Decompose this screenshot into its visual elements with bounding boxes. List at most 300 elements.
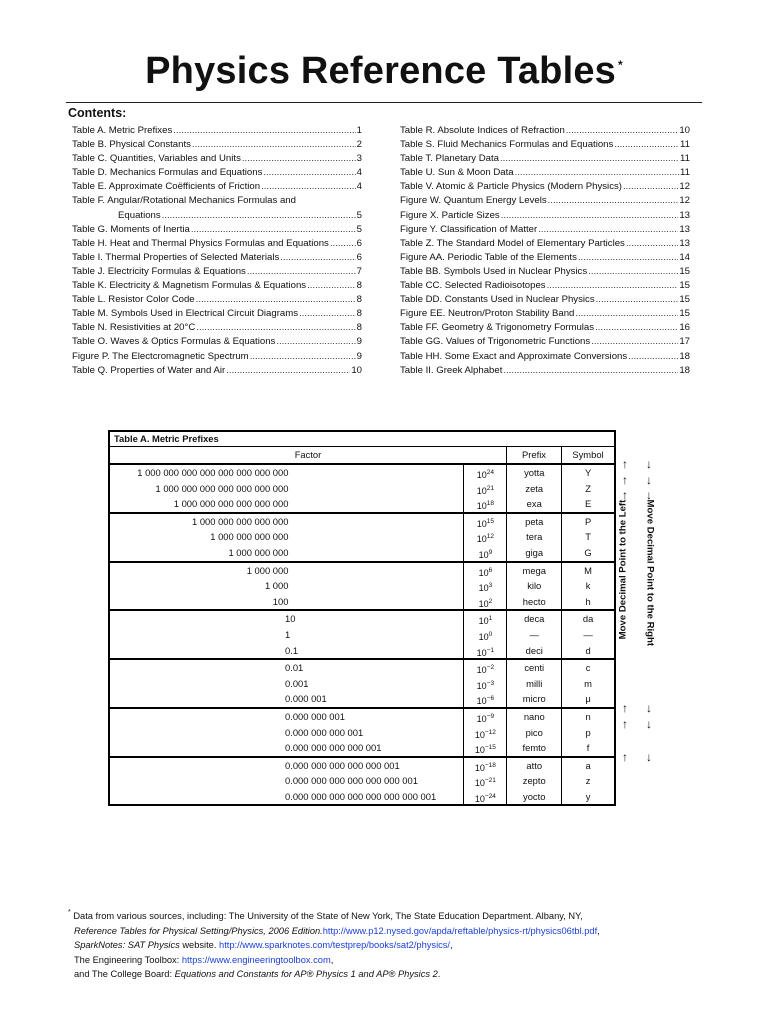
toc-item[interactable] bbox=[72, 209, 362, 223]
move-decimal-left-label: Move Decimal Point to the Left bbox=[617, 499, 629, 640]
factor-value: 0.000 000 000 000 001 bbox=[285, 742, 382, 754]
power-exponent: −24 bbox=[484, 792, 496, 800]
toc-dot-leader bbox=[547, 279, 679, 293]
arrow-down-icon: ↓ bbox=[646, 488, 652, 503]
symbol-cell: y bbox=[561, 789, 614, 805]
toc-item[interactable] bbox=[400, 124, 690, 138]
power-of-ten bbox=[463, 578, 506, 594]
toc-item[interactable] bbox=[72, 293, 362, 307]
toc-dot-leader bbox=[226, 364, 350, 378]
footnote-source-title: SparkNotes: SAT Physics bbox=[74, 940, 180, 951]
symbol-cell: M bbox=[561, 563, 614, 579]
symbol-cell: Z bbox=[561, 481, 614, 497]
page-title bbox=[0, 50, 768, 93]
toc-item[interactable] bbox=[400, 364, 690, 378]
power-of-ten bbox=[463, 514, 506, 530]
toc-item[interactable] bbox=[72, 180, 362, 194]
toc-item-label: Table II. Greek Alphabet bbox=[400, 364, 503, 376]
toc-item[interactable] bbox=[400, 251, 690, 265]
table-body bbox=[110, 465, 614, 804]
power-of-ten bbox=[463, 660, 506, 676]
power-of-ten bbox=[463, 545, 506, 561]
power-base: 10 bbox=[476, 534, 487, 545]
toc-item-label: Table N. Resistivities at 20°C bbox=[72, 322, 196, 334]
table-row bbox=[110, 758, 614, 774]
table-row bbox=[110, 465, 614, 481]
power-base: 10 bbox=[478, 549, 489, 560]
toc-item-label: Figure Y. Classification of Matter bbox=[400, 223, 538, 235]
prefix-cell: zepto bbox=[506, 773, 561, 789]
table-row bbox=[110, 594, 614, 610]
toc-item[interactable] bbox=[400, 237, 690, 251]
factor-value: 1 bbox=[285, 628, 291, 640]
toc-item-label: Table B. Physical Constants bbox=[72, 139, 191, 151]
power-of-ten bbox=[463, 725, 506, 741]
table-header-row bbox=[110, 447, 614, 465]
table-row-group bbox=[110, 611, 614, 660]
symbol-cell: f bbox=[561, 740, 614, 756]
power-exponent: 12 bbox=[486, 533, 495, 541]
toc-item-label: Table A. Metric Prefixes bbox=[72, 125, 173, 136]
power-of-ten bbox=[463, 563, 506, 579]
toc-page-number: 12 bbox=[679, 181, 690, 193]
toc-page-number: 5 bbox=[356, 223, 362, 235]
toc-page-number: 8 bbox=[356, 308, 362, 320]
symbol-cell: μ bbox=[561, 691, 614, 707]
table-row bbox=[110, 709, 614, 725]
prefix-cell: — bbox=[506, 627, 561, 643]
power-exponent: 6 bbox=[488, 566, 493, 574]
toc-item[interactable] bbox=[72, 307, 362, 321]
footnote-text: website. bbox=[179, 940, 220, 951]
symbol-cell: a bbox=[561, 758, 614, 774]
factor-value: 0.000 000 000 000 000 000 001 bbox=[285, 775, 418, 787]
factor-value: 0.000 000 000 000 000 000 000 001 bbox=[285, 790, 437, 802]
power-of-ten bbox=[463, 496, 506, 512]
toc-item[interactable] bbox=[72, 279, 362, 293]
toc-page-number: 15 bbox=[679, 294, 690, 306]
toc-page-number: 8 bbox=[356, 294, 362, 306]
footnote-punct: , bbox=[597, 925, 600, 936]
toc-dot-leader bbox=[515, 166, 679, 180]
toc-dot-leader bbox=[500, 152, 679, 166]
footnote-link[interactable]: http://www.p12.nysed.gov/apda/reftable/physics-rt/physics06tbl.pdf bbox=[322, 925, 598, 936]
power-of-ten bbox=[463, 481, 506, 497]
toc-page-number: 13 bbox=[679, 209, 690, 221]
toc-item[interactable] bbox=[400, 350, 690, 364]
toc-dot-leader bbox=[330, 237, 356, 251]
power-base: 10 bbox=[476, 696, 487, 707]
toc-dot-leader bbox=[261, 180, 356, 194]
toc-page-number: 17 bbox=[679, 336, 690, 348]
prefix-cell: yotta bbox=[506, 465, 561, 481]
toc-item-label: Table HH. Some Exact and Approximate Conversions bbox=[400, 350, 628, 362]
arrow-down-icon: ↓ bbox=[646, 472, 652, 487]
symbol-cell: z bbox=[561, 773, 614, 789]
toc-dot-leader bbox=[614, 138, 679, 152]
footnote-punct: , bbox=[330, 954, 334, 965]
toc-right-column bbox=[400, 124, 690, 378]
toc-page-number: 6 bbox=[356, 251, 362, 263]
power-of-ten bbox=[463, 740, 506, 756]
toc-dot-leader bbox=[628, 350, 678, 364]
power-exponent: 15 bbox=[486, 517, 495, 525]
toc-page-number: 18 bbox=[679, 350, 690, 362]
table-row-group bbox=[110, 514, 614, 563]
toc-dot-leader bbox=[162, 209, 356, 223]
table-row-group bbox=[110, 465, 614, 514]
power-exponent: −15 bbox=[484, 744, 496, 752]
toc-item-label: Table C. Quantities, Variables and Units bbox=[72, 153, 241, 165]
arrow-up-icon: ↑ bbox=[622, 749, 628, 764]
power-exponent: −3 bbox=[486, 679, 495, 687]
footnote-text: The Engineering Toolbox: bbox=[74, 954, 182, 965]
toc-item[interactable] bbox=[400, 279, 690, 293]
prefix-cell: deci bbox=[506, 643, 561, 659]
toc-item-label: Table H. Heat and Thermal Physics Formulas and Equations bbox=[72, 237, 329, 249]
power-base: 10 bbox=[476, 518, 487, 529]
toc-item-label: Table M. Symbols Used in Electrical Circuit Diagrams bbox=[72, 308, 299, 320]
toc-page-number: 7 bbox=[356, 265, 362, 277]
power-of-ten bbox=[463, 465, 506, 481]
toc-item-label: Table S. Fluid Mechanics Formulas and Equations bbox=[400, 139, 614, 151]
table-row bbox=[110, 660, 614, 676]
toc-item-label: Table O. Waves & Optics Formulas & Equations bbox=[72, 336, 276, 348]
prefix-cell: deca bbox=[506, 611, 561, 627]
toc-page-number: 9 bbox=[356, 350, 362, 362]
toc-dot-leader bbox=[591, 335, 678, 349]
power-exponent: 1 bbox=[488, 615, 493, 623]
symbol-cell: da bbox=[561, 611, 614, 627]
toc-page-number: 4 bbox=[356, 181, 362, 193]
toc-item-label: Table U. Sun & Moon Data bbox=[400, 167, 514, 179]
factor-value: 1 000 000 000 000 000 000 bbox=[173, 498, 289, 510]
toc-page-number: 10 bbox=[351, 364, 362, 376]
toc-item-label: Table Q. Properties of Water and Air bbox=[72, 364, 226, 376]
factor-value: 1 000 000 bbox=[246, 564, 289, 576]
toc-item[interactable] bbox=[72, 251, 362, 265]
toc-page-number: 4 bbox=[356, 167, 362, 179]
table-row bbox=[110, 789, 614, 805]
power-of-ten bbox=[463, 691, 506, 707]
prefix-cell: tera bbox=[506, 529, 561, 545]
toc-page-number: 8 bbox=[356, 280, 362, 292]
toc-item[interactable] bbox=[72, 265, 362, 279]
arrow-down-icon: ↓ bbox=[646, 716, 652, 731]
arrow-up-icon: ↑ bbox=[622, 472, 628, 487]
power-of-ten bbox=[463, 709, 506, 725]
table-caption: Table A. Metric Prefixes bbox=[110, 432, 614, 447]
toc-item-label: Table FF. Geometry & Trigonometry Formulas bbox=[400, 322, 595, 334]
power-of-ten bbox=[463, 789, 506, 805]
table-row bbox=[110, 481, 614, 497]
power-exponent: 3 bbox=[488, 582, 493, 590]
toc-item-label: Equations bbox=[118, 209, 161, 221]
toc-item[interactable] bbox=[72, 152, 362, 166]
factor-value: 1 000 000 000 000 000 000 000 000 bbox=[137, 467, 289, 478]
toc-item-label: Table D. Mechanics Formulas and Equations bbox=[72, 167, 263, 179]
table-row-group bbox=[110, 563, 614, 612]
table-row bbox=[110, 725, 614, 741]
toc-item[interactable] bbox=[400, 321, 690, 335]
power-exponent: −18 bbox=[484, 761, 496, 769]
arrow-down-icon: ↓ bbox=[646, 457, 652, 471]
symbol-cell: Y bbox=[561, 465, 614, 481]
toc-item-label: Figure W. Quantum Energy Levels bbox=[400, 195, 547, 207]
toc-dot-leader bbox=[626, 237, 678, 251]
factor-value: 10 bbox=[285, 613, 296, 625]
factor-value: 1 000 bbox=[264, 580, 289, 592]
symbol-cell: p bbox=[561, 725, 614, 741]
toc-item-label: Table I. Thermal Properties of Selected Materials bbox=[72, 251, 280, 263]
power-of-ten bbox=[463, 611, 506, 627]
toc-left-column bbox=[72, 124, 362, 378]
power-exponent: −6 bbox=[486, 695, 495, 703]
symbol-cell: G bbox=[561, 545, 614, 561]
power-exponent: 24 bbox=[486, 469, 495, 476]
contents-heading: Contents: bbox=[68, 106, 127, 120]
toc-item-label: Table J. Electricity Formulas & Equations bbox=[72, 265, 246, 277]
table-row bbox=[110, 514, 614, 530]
power-base: 10 bbox=[476, 501, 487, 512]
toc-page-number: 12 bbox=[679, 195, 690, 207]
table-row bbox=[110, 740, 614, 756]
table-row-group bbox=[110, 758, 614, 805]
toc-item[interactable] bbox=[72, 138, 362, 152]
prefix-cell: pico bbox=[506, 725, 561, 741]
toc-item[interactable] bbox=[400, 152, 690, 166]
table-row bbox=[110, 545, 614, 561]
power-base: 10 bbox=[478, 598, 489, 609]
toc-page-number: 18 bbox=[679, 364, 690, 376]
power-of-ten bbox=[463, 643, 506, 659]
toc-page-number: 13 bbox=[679, 237, 690, 249]
toc-item[interactable] bbox=[400, 307, 690, 321]
power-base: 10 bbox=[478, 631, 489, 642]
table-row bbox=[110, 691, 614, 707]
symbol-cell: P bbox=[561, 514, 614, 530]
power-exponent: 0 bbox=[488, 630, 493, 638]
factor-value: 0.000 000 001 bbox=[285, 710, 345, 722]
table-row bbox=[110, 773, 614, 789]
toc-dot-leader bbox=[299, 307, 356, 321]
toc-page-number: 15 bbox=[679, 280, 690, 292]
toc-item[interactable] bbox=[400, 194, 690, 208]
prefix-cell: hecto bbox=[506, 594, 561, 610]
metric-prefixes-table bbox=[108, 430, 616, 806]
prefix-cell: centi bbox=[506, 660, 561, 676]
title-divider bbox=[66, 102, 702, 103]
factor-value: 0.000 000 000 000 000 001 bbox=[285, 759, 400, 771]
toc-item[interactable] bbox=[72, 166, 362, 180]
power-of-ten bbox=[463, 529, 506, 545]
power-of-ten bbox=[463, 594, 506, 610]
footnote-source-title: Reference Tables for Physical Setting/Physics, 2006 Edition. bbox=[74, 925, 323, 936]
table-row bbox=[110, 496, 614, 512]
toc-item[interactable] bbox=[400, 166, 690, 180]
power-exponent: 2 bbox=[488, 597, 493, 605]
power-of-ten bbox=[463, 676, 506, 692]
toc-dot-leader bbox=[191, 223, 356, 237]
symbol-cell: d bbox=[561, 643, 614, 659]
symbol-cell: T bbox=[561, 529, 614, 545]
table-row bbox=[110, 529, 614, 545]
footnote-line bbox=[68, 967, 728, 982]
toc-item-label: Figure AA. Periodic Table of the Elements bbox=[400, 251, 577, 263]
toc-item[interactable] bbox=[400, 223, 690, 237]
title-footnote-mark: * bbox=[618, 58, 623, 72]
toc-item-label: Figure X. Particle Sizes bbox=[400, 209, 500, 221]
prefix-cell: zeta bbox=[506, 481, 561, 497]
symbol-cell: m bbox=[561, 676, 614, 692]
toc-item[interactable] bbox=[400, 335, 690, 349]
toc-page-number: 15 bbox=[679, 308, 690, 320]
toc-dot-leader bbox=[307, 279, 356, 293]
toc-page-number: 11 bbox=[680, 139, 690, 151]
toc-page-number: 9 bbox=[356, 336, 362, 348]
power-base: 10 bbox=[476, 680, 487, 691]
toc-page-number: 13 bbox=[679, 223, 690, 235]
footnote-mark: * bbox=[68, 909, 71, 916]
table-row bbox=[110, 676, 614, 692]
factor-value: 0.000 001 bbox=[285, 693, 327, 705]
prefix-cell: milli bbox=[506, 676, 561, 692]
toc-dot-leader bbox=[503, 364, 678, 378]
prefix-cell: nano bbox=[506, 709, 561, 725]
toc-item-label: Table R. Absolute Indices of Refraction bbox=[400, 125, 565, 136]
toc-dot-leader bbox=[280, 251, 355, 265]
power-base: 10 bbox=[478, 616, 489, 627]
toc-item[interactable] bbox=[72, 223, 362, 237]
prefix-cell: mega bbox=[506, 563, 561, 579]
toc-item[interactable] bbox=[400, 265, 690, 279]
arrow-up-icon: ↑ bbox=[622, 457, 628, 471]
toc-item[interactable] bbox=[72, 364, 362, 378]
toc-item[interactable] bbox=[400, 293, 690, 307]
toc-dot-leader bbox=[588, 265, 678, 279]
toc-item[interactable] bbox=[72, 124, 362, 138]
power-base: 10 bbox=[474, 778, 485, 789]
toc-item-label: Table CC. Selected Radioisotopes bbox=[400, 280, 546, 292]
toc-item[interactable] bbox=[400, 138, 690, 152]
arrow-up-icon: ↑ bbox=[622, 488, 628, 503]
prefix-cell: exa bbox=[506, 496, 561, 512]
factor-value: 1 000 000 000 000 000 000 000 bbox=[155, 482, 289, 494]
symbol-cell: h bbox=[561, 594, 614, 610]
toc-item[interactable] bbox=[400, 180, 690, 194]
table-row bbox=[110, 611, 614, 627]
toc-item-label: Table Z. The Standard Model of Elementary Particles bbox=[400, 237, 625, 249]
power-base: 10 bbox=[474, 729, 485, 740]
power-exponent: 9 bbox=[488, 548, 493, 556]
toc-item[interactable] bbox=[72, 350, 362, 364]
power-base: 10 bbox=[476, 485, 487, 496]
table-row bbox=[110, 627, 614, 643]
power-base: 10 bbox=[474, 793, 485, 804]
toc-item[interactable] bbox=[72, 194, 362, 208]
prefix-cell: micro bbox=[506, 691, 561, 707]
footnote-line bbox=[68, 924, 728, 939]
power-base: 10 bbox=[474, 762, 485, 773]
power-base: 10 bbox=[476, 665, 487, 676]
power-base: 10 bbox=[478, 567, 489, 578]
footnote-punct: . bbox=[437, 969, 441, 980]
header-prefix: Prefix bbox=[506, 447, 561, 463]
toc-page-number: 15 bbox=[679, 265, 690, 277]
footnote-line bbox=[68, 953, 728, 968]
footnote-punct: , bbox=[450, 940, 453, 951]
toc-item[interactable] bbox=[72, 237, 362, 251]
factor-value: 0.001 bbox=[285, 677, 309, 689]
footnote-line bbox=[68, 938, 728, 953]
toc-dot-leader bbox=[538, 223, 678, 237]
toc-dot-leader bbox=[596, 293, 679, 307]
power-exponent: 21 bbox=[486, 484, 495, 492]
footnote-source-title: Equations and Constants for AP® Physics 1 and AP® Physics 2 bbox=[174, 969, 438, 980]
toc-item-label: Table E. Approximate Coëfficients of Friction bbox=[72, 181, 261, 193]
toc-item-label: Table DD. Constants Used in Nuclear Physics bbox=[400, 294, 595, 306]
factor-value: 100 bbox=[272, 595, 289, 607]
power-exponent: −1 bbox=[486, 646, 495, 654]
power-exponent: −9 bbox=[486, 712, 495, 720]
power-of-ten bbox=[463, 627, 506, 643]
toc-page-number: 5 bbox=[356, 209, 362, 221]
header-factor: Factor bbox=[294, 449, 322, 460]
header-symbol: Symbol bbox=[561, 447, 614, 463]
toc-dot-leader bbox=[501, 209, 679, 223]
footnote-text: and The College Board: bbox=[74, 969, 175, 980]
factor-value: 0.000 000 000 001 bbox=[285, 726, 364, 738]
factor-value: 1 000 000 000 000 bbox=[210, 531, 289, 543]
table-row-group bbox=[110, 709, 614, 758]
arrow-down-icon: ↓ bbox=[646, 749, 652, 764]
symbol-cell: E bbox=[561, 496, 614, 512]
toc-dot-leader bbox=[263, 166, 355, 180]
prefix-cell: atto bbox=[506, 758, 561, 774]
toc-dot-leader bbox=[250, 350, 356, 364]
arrow-up-icon: ↑ bbox=[622, 716, 628, 731]
factor-value: 0.01 bbox=[285, 662, 304, 674]
power-exponent: −12 bbox=[484, 728, 496, 736]
footnote-link[interactable]: http://www.sparknotes.com/testprep/books/sat2/physics/ bbox=[219, 940, 451, 951]
decimal-arrows bbox=[615, 457, 665, 780]
power-of-ten bbox=[463, 773, 506, 789]
footnote-link[interactable]: https://www.engineeringtoolbox.com bbox=[181, 954, 331, 965]
toc-item[interactable] bbox=[72, 335, 362, 349]
toc-item[interactable] bbox=[72, 321, 362, 335]
toc-item[interactable] bbox=[400, 209, 690, 223]
toc-page-number: 14 bbox=[679, 251, 690, 263]
toc-dot-leader bbox=[196, 321, 355, 335]
toc-item-label: Table T. Planetary Data bbox=[400, 153, 500, 165]
power-base: 10 bbox=[474, 745, 485, 756]
toc-page-number: 16 bbox=[679, 322, 690, 334]
table-row bbox=[110, 578, 614, 594]
factor-value: 1 000 000 000 000 000 bbox=[192, 515, 289, 527]
toc-item-label: Table V. Atomic & Particle Physics (Modern Physics) bbox=[400, 181, 622, 193]
toc-item-label: Figure P. The Electcromagnetic Spectrum bbox=[72, 350, 249, 362]
toc-dot-leader bbox=[196, 293, 356, 307]
move-decimal-right-label: Move Decimal Point to the Right bbox=[644, 499, 656, 647]
toc-dot-leader bbox=[578, 251, 678, 265]
footnote-line bbox=[68, 906, 728, 924]
table-row-group bbox=[110, 660, 614, 709]
toc-dot-leader bbox=[595, 321, 678, 335]
toc-dot-leader bbox=[242, 152, 356, 166]
prefix-cell: yocto bbox=[506, 789, 561, 805]
toc-page-number: 1 bbox=[356, 125, 362, 136]
toc-page-number: 11 bbox=[680, 167, 690, 179]
